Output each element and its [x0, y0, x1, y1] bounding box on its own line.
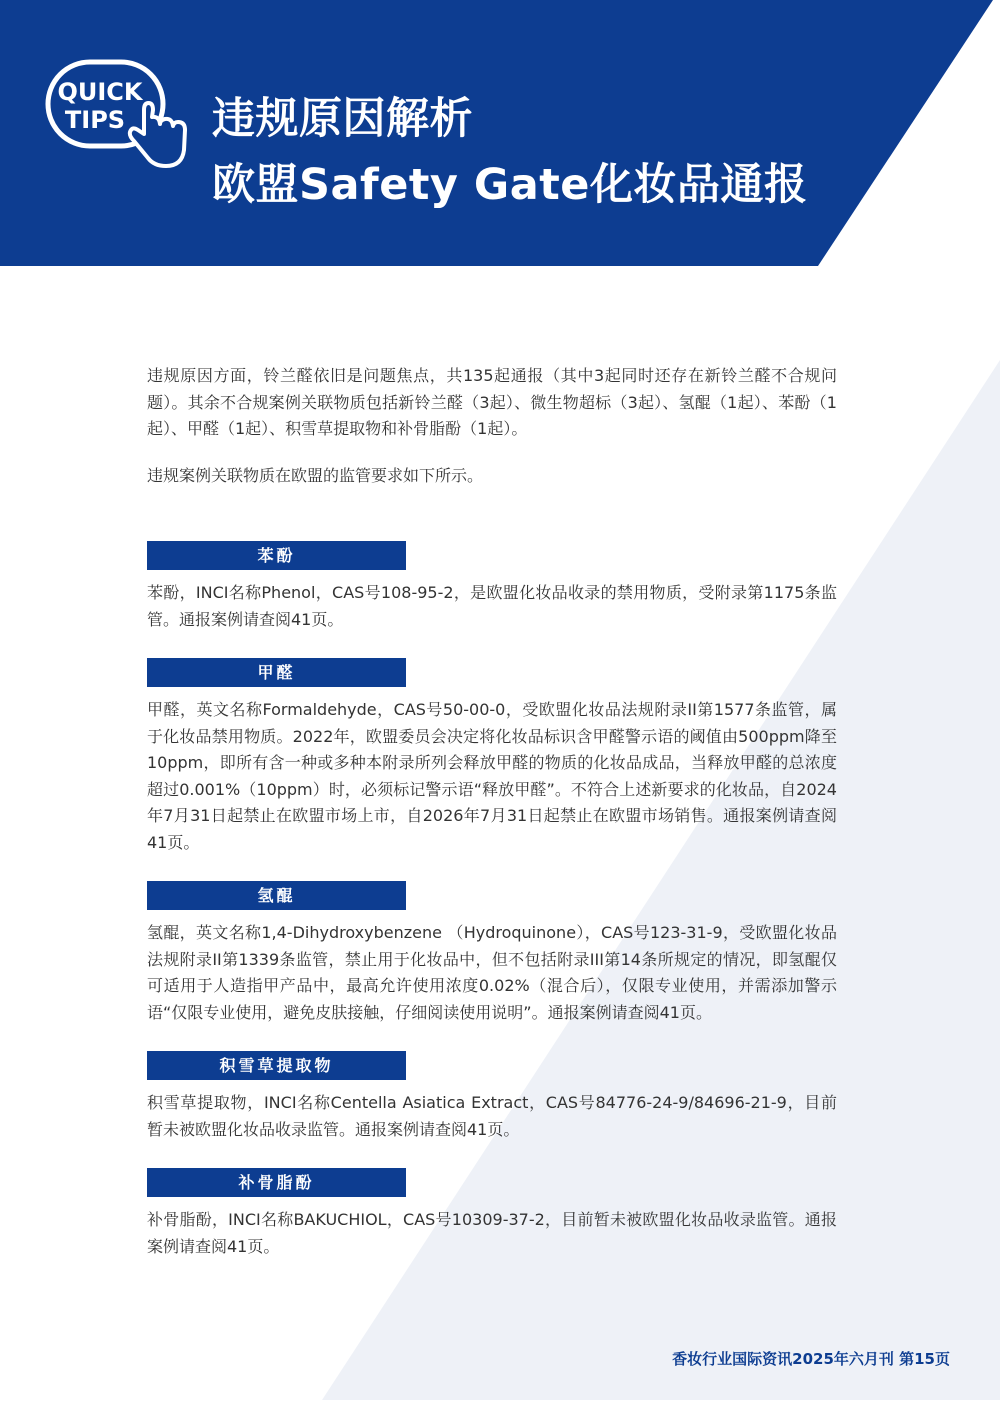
- section-formaldehyde: [147, 658, 837, 856]
- section-title: 苯酚: [147, 541, 406, 570]
- section-body: 苯酚，INCI名称Phenol，CAS号108-95-2，是欧盟化妆品收录的禁用物质，受附录第1175条监管。通报案例请查阅41页。: [147, 583, 837, 629]
- title-line-2: 欧盟Safety Gate化妆品通报: [212, 160, 808, 210]
- main-content: [147, 363, 837, 1285]
- logo-text-tips: TIPS: [64, 106, 126, 134]
- section-phenol: [147, 541, 837, 633]
- section-title: 补骨脂酚: [147, 1168, 406, 1197]
- section-centella: [147, 1051, 837, 1143]
- section-body: 氢醌，英文名称1,4-Dihydroxybenzene （Hydroquinone），CAS号123-31-9，受欧盟化妆品法规附录II第1339条监管，禁止用于化妆品中，但不包括附录III第14条所规定的情况，即氢醌仅可适用于人造指甲产品中，最高允许使用浓度0.02%（混合后），仅限专业使用，并需添加警示语“仅限专业使用，避免皮肤接触，仔细阅读使用说明”。通报案例请查阅41页。: [147, 923, 837, 1022]
- page-footer: 香妆行业国际资讯2025年六月刊 第15页: [672, 1350, 950, 1368]
- intro-paragraph: 违规原因方面，铃兰醛依旧是问题焦点，共135起通报（其中3起同时还存在新铃兰醛不合规问题）。其余不合规案例关联物质包括新铃兰醛（3起）、微生物超标（3起）、氢醌（1起）、苯酚（1起）、甲醛（1起）、积雪草提取物和补骨脂酚（1起）。: [147, 366, 837, 438]
- logo-text-quick: QUICK: [57, 78, 143, 106]
- title-line-1: 违规原因解析: [212, 94, 473, 144]
- section-body: 积雪草提取物，INCI名称Centella Asiatica Extract，CAS号84776-24-9/84696-21-9，目前暂未被欧盟化妆品收录监管。通报案例请查阅41页。: [147, 1093, 837, 1139]
- note-paragraph: 违规案例关联物质在欧盟的监管要求如下所示。: [147, 465, 484, 485]
- section-bakuchiol: [147, 1168, 837, 1260]
- section-title: 甲醛: [147, 658, 406, 687]
- pointing-hand-icon: [130, 103, 185, 166]
- quick-tips-logo: [40, 58, 190, 173]
- section-title: 氢醌: [147, 881, 406, 910]
- section-body: 甲醛，英文名称Formaldehyde，CAS号50-00-0，受欧盟化妆品法规附录II第1577条监管，属于化妆品禁用物质。2022年，欧盟委员会决定将化妆品标识含甲醛警示语的阈值由500ppm降至10ppm，即所有含一种或多种本附录所列会释放甲醛的物质的化妆品成品，当释放甲醛的总浓度超过0.001%（10ppm）时，必须标记警示语“释放甲醛”。不符合上述新要求的化妆品，自2024年7月31日起禁止在欧盟市场上市，自2026年7月31日起禁止在欧盟市场销售。通报案例请查阅41页。: [147, 700, 837, 852]
- section-hydroquinone: [147, 881, 837, 1026]
- section-body: 补骨脂酚，INCI名称BAKUCHIOL，CAS号10309-37-2，目前暂未被欧盟化妆品收录监管。通报案例请查阅41页。: [147, 1210, 837, 1256]
- header-title: [212, 86, 807, 218]
- section-title: 积雪草提取物: [147, 1051, 406, 1080]
